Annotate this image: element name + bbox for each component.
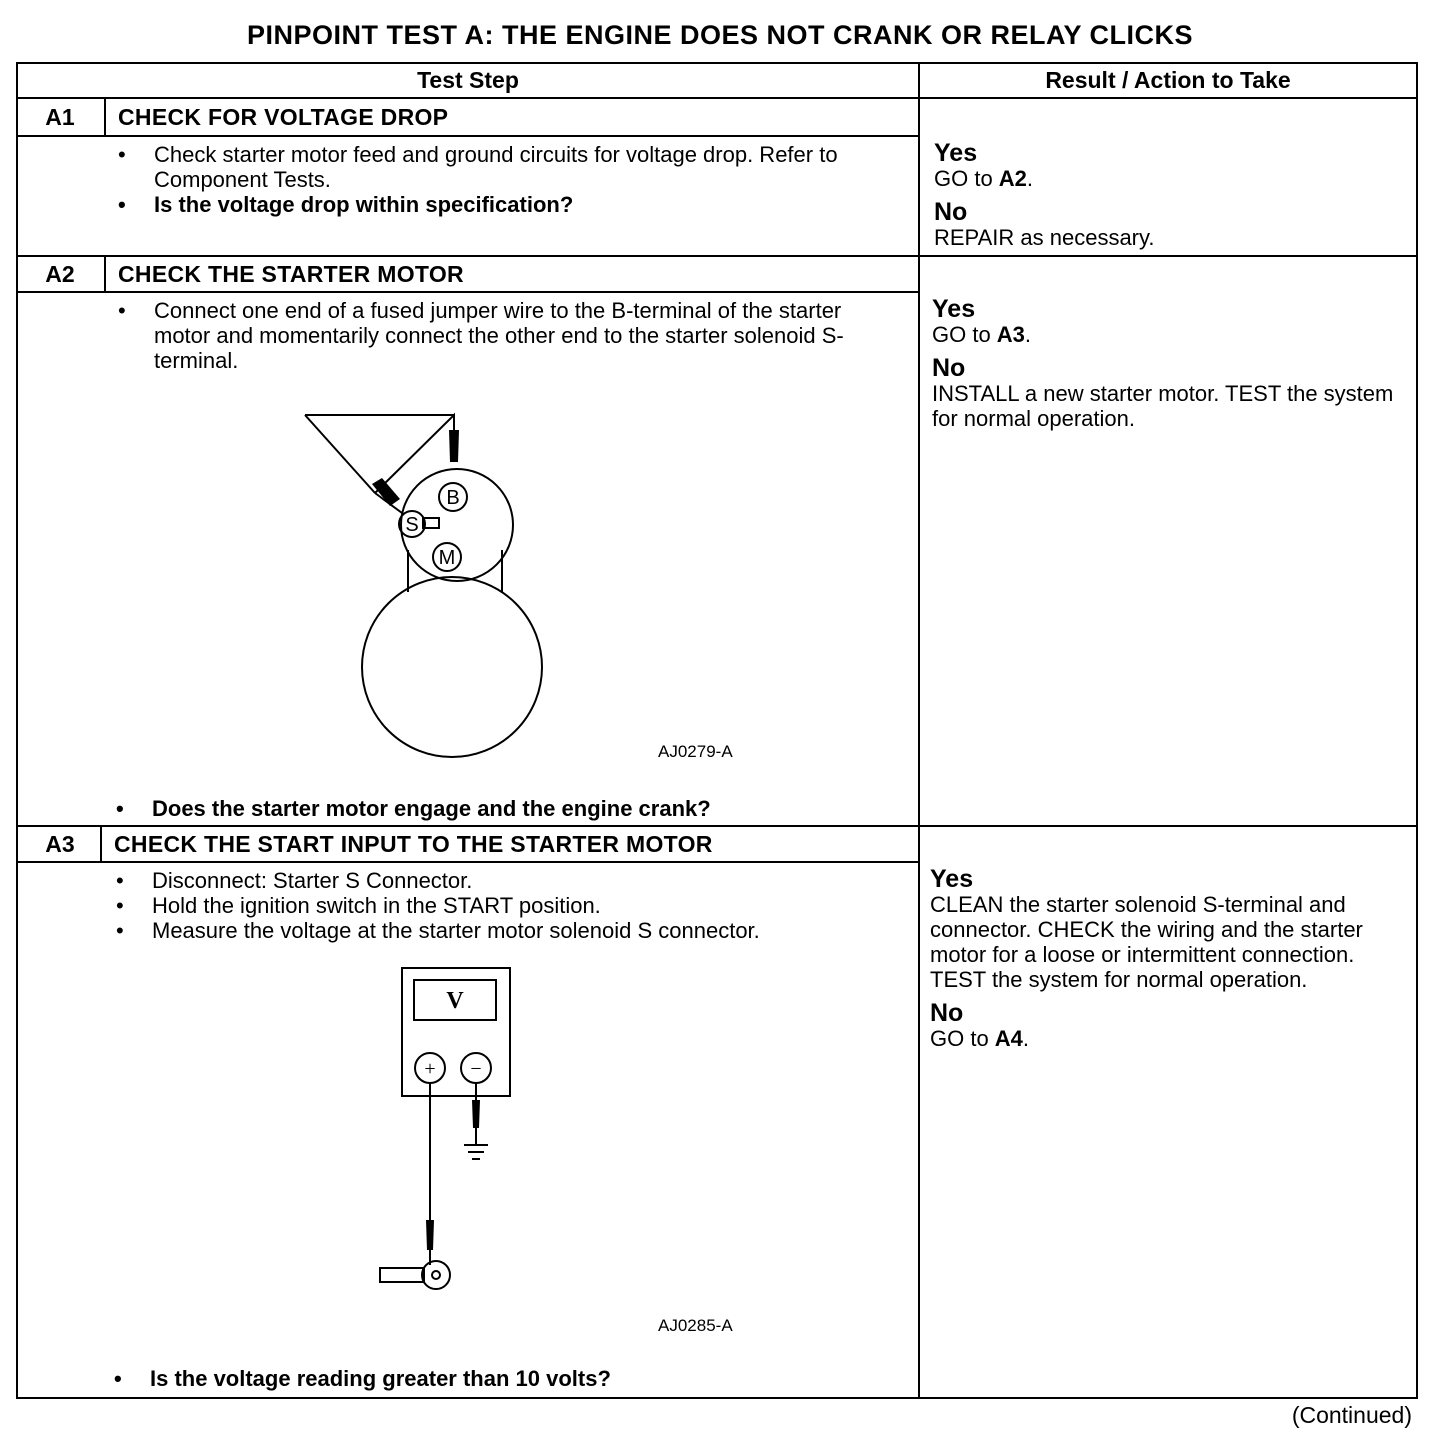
page-title: PINPOINT TEST A: THE ENGINE DOES NOT CRANK OR RELAY CLICKS [246, 20, 1194, 50]
instruction-item: • Measure the voltage at the starter motor solenoid S connector. [116, 918, 896, 943]
yes-label: Yes [930, 865, 974, 893]
instruction-item: • Disconnect: Starter S Connector. [116, 868, 896, 893]
positive-label: + [424, 1058, 436, 1080]
no-label: No [932, 354, 966, 382]
step-a1-question: • Is the voltage drop within specification? [118, 192, 878, 217]
no-label: No [930, 999, 964, 1027]
starter-motor-diagram [290, 400, 770, 780]
instruction-item: • Connect one end of a fused jumper wire to the B-terminal of the starter motor and momentarily connect the other end to the starter solenoid S-terminal. [118, 298, 878, 373]
terminal-m-label: M [438, 547, 456, 569]
yes-action: GO to A3. [932, 322, 1032, 347]
step-a1-result [934, 140, 1404, 250]
no-action: REPAIR as necessary. [934, 225, 1155, 250]
step-a2-instructions [118, 298, 878, 373]
step-a2-result [932, 296, 1404, 431]
clip-positive [426, 1220, 434, 1250]
terminal-s-label: S [405, 514, 419, 536]
step-a2-question: • Does the starter motor engage and the engine crank? [116, 796, 896, 821]
header-test-step: Test Step [417, 67, 519, 93]
instruction-item: • Hold the ignition switch in the START position. [116, 893, 896, 918]
yes-label: Yes [932, 295, 976, 323]
no-label: No [934, 198, 968, 226]
terminal-b-label: B [446, 487, 460, 509]
no-action: GO to A4. [930, 1026, 1030, 1051]
header-result: Result / Action to Take [1045, 67, 1291, 93]
clip-b [449, 430, 459, 462]
step-a3-id: A3 [45, 831, 75, 857]
step-a2-question-wrap [116, 796, 896, 821]
instruction-item: • Check starter motor feed and ground circuits for voltage drop. Refer to Component Tests. [118, 142, 878, 192]
no-action: INSTALL a new starter motor. TEST the system for normal operation. [932, 381, 1394, 431]
step-a1-title: CHECK FOR VOLTAGE DROP [118, 104, 449, 130]
voltmeter-diagram [370, 960, 570, 1300]
negative-label: − [470, 1058, 482, 1080]
step-a2-id: A2 [45, 261, 75, 287]
continued-label: (Continued) [1291, 1402, 1412, 1428]
step-a1-id: A1 [45, 104, 75, 130]
figure-code-a3: AJ0285-A [658, 1316, 733, 1335]
step-a3-question: • Is the voltage reading greater than 10 volts? [114, 1366, 894, 1391]
figure-code-a2: AJ0279-A [658, 742, 733, 761]
step-a3-result [930, 866, 1414, 1051]
step-a3-question-wrap [114, 1366, 894, 1391]
step-a3-title: CHECK THE START INPUT TO THE STARTER MOTOR [114, 831, 713, 857]
step-a3-instructions [116, 868, 896, 943]
yes-action: CLEAN the starter solenoid S-terminal and connector. CHECK the wiring and the starter motor for a loose or intermittent connection. TEST the system for normal operation. [930, 892, 1363, 992]
motor-body-outline [362, 577, 542, 757]
meter-display-label: V [446, 988, 464, 1014]
ring-terminal [380, 1268, 424, 1282]
clip-negative [472, 1100, 480, 1128]
jumper-wire [375, 415, 454, 493]
yes-label: Yes [934, 139, 978, 167]
step-a2-title: CHECK THE STARTER MOTOR [118, 261, 464, 287]
yes-action: GO to A2. [934, 166, 1034, 191]
step-a1-instructions [118, 142, 878, 217]
